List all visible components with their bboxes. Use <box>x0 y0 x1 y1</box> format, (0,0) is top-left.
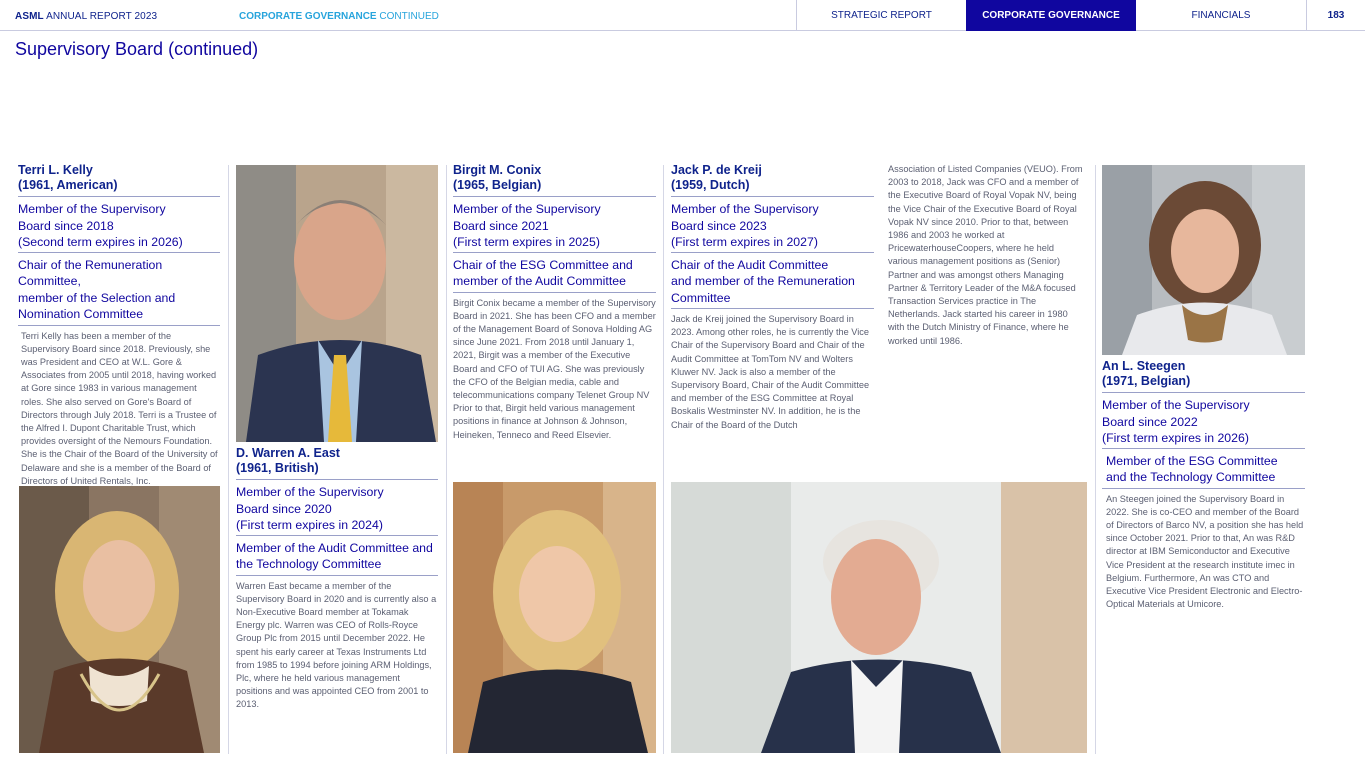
role-line: Chair of the Audit Committee <box>671 257 829 272</box>
member-roles <box>18 253 220 326</box>
member-biography-continued: Association of Listed Companies (VEUO). From 2003 to 2018, Jack was CFO and a member of the Executive Board of Royal Vopak NV, being the Vice Chair of the Executive Board of Royal Vopak NV since 2010. Prior to that, between 1986 and 2003 he worked at PricewaterhouseCoopers, where he held various management positions as (Senior) Partner and was amongst others Managing Partner & Territory Leader of the M&A focused Transaction Services practice in The Netherlands. Jack started his career in 1980 with the Dutch Ministry of Finance, where he worked until 1986. <box>888 164 1083 346</box>
report-title: ANNUAL REPORT 2023 <box>46 11 158 22</box>
term-line: Member of the Supervisory <box>1102 398 1250 412</box>
term-line: (First term expires in 2025) <box>453 235 600 249</box>
report-brand[interactable] <box>15 11 157 22</box>
term-line: Board since 2021 <box>453 218 549 233</box>
role-line: Nomination Committee <box>18 307 144 321</box>
member-term <box>236 480 438 536</box>
role-line: Member of the ESG Committee <box>1106 453 1278 468</box>
term-line: Board since 2023 <box>671 218 767 233</box>
role-line: and the Technology Committee <box>1106 470 1276 484</box>
profile-terri-kelly <box>18 163 220 488</box>
member-name-line: D. Warren A. East <box>236 446 340 460</box>
member-birth-nationality: (1961, British) <box>236 461 319 475</box>
column-divider <box>1095 165 1096 754</box>
role-line: the Technology Committee <box>236 557 382 571</box>
member-name <box>1102 359 1305 393</box>
term-line: Board since 2020 <box>236 501 332 516</box>
member-name <box>236 446 438 480</box>
tab-financials[interactable]: FINANCIALS <box>1191 10 1251 21</box>
member-name-line: Jack P. de Kreij <box>671 163 762 177</box>
role-line: Chair of the Remuneration Committee, <box>18 257 163 288</box>
term-line: Board since 2022 <box>1102 414 1198 429</box>
term-line: Board since 2018 <box>18 218 114 233</box>
term-line: (First term expires in 2024) <box>236 518 383 532</box>
page-number: 183 <box>1306 0 1365 31</box>
term-line: Member of the Supervisory <box>18 202 166 216</box>
term-line: (First term expires in 2027) <box>671 235 818 249</box>
member-biography: Birgit Conix became a member of the Supervisory Board in 2021. She has been CFO and a member of the Management Board of Sonova Holding AG since June 2021. From 2018 until January 1, 2021, Birgit was a member of the Executive Board and CFO of TUI AG. She was previously the CFO of the Belgian media, cable and telecommunications company Telenet Group NV Prior to that, Birgit held various management positions in finance at Johnson & Johnson, Heineken, Tenneco and Reed Elsevier. <box>453 297 656 440</box>
tab-strategic-report[interactable]: STRATEGIC REPORT <box>796 0 966 31</box>
tab-corporate-governance[interactable]: CORPORATE GOVERNANCE <box>966 0 1136 31</box>
member-name-line: Terri L. Kelly <box>18 163 93 177</box>
role-line: and member of the Remuneration <box>671 274 855 288</box>
term-line: Member of the Supervisory <box>236 485 384 499</box>
profile-jack-de-kreij <box>671 163 874 432</box>
member-birth-nationality: (1959, Dutch) <box>671 178 750 192</box>
role-line: Committee <box>671 290 731 305</box>
member-roles <box>236 536 438 576</box>
portrait-terri-kelly <box>19 486 220 753</box>
member-birth-nationality: (1961, American) <box>18 178 118 192</box>
term-line: Member of the Supervisory <box>671 202 819 216</box>
member-term <box>671 197 874 253</box>
member-roles <box>671 253 874 310</box>
profile-warren-east <box>236 446 438 712</box>
member-birth-nationality: (1965, Belgian) <box>453 178 542 192</box>
member-term <box>18 197 220 253</box>
column-divider <box>663 165 664 754</box>
member-term <box>1102 393 1305 449</box>
member-roles <box>453 253 656 293</box>
role-line: member of the Audit Committee <box>453 274 626 288</box>
profile-jack-de-kreij-continued <box>888 163 1086 348</box>
term-line: Member of the Supervisory <box>453 202 601 216</box>
member-birth-nationality: (1971, Belgian) <box>1102 374 1191 388</box>
portrait-warren-east <box>236 165 438 442</box>
member-name <box>453 163 656 197</box>
term-line: (Second term expires in 2026) <box>18 235 183 249</box>
section-continued: CONTINUED <box>379 11 439 22</box>
member-name <box>18 163 220 197</box>
member-biography: Terri Kelly has been a member of the Supervisory Board since 2018. Previously, she was President and CEO at W.L. Gore & Associates from 2005 until 2018, having worked at Gore since 1983 in various management roles. She also served on Gore's Board of Directors through July 2018. Terri is a Trustee of the Alfred I. Dupont Charitable Trust, which provides oversight of the Nemours Foundation. She is the Chair of the Board of the University of Delaware and she is a member of the Board of Directors of United Rentals, Inc. <box>21 330 218 486</box>
member-roles <box>1102 449 1305 489</box>
page-title: Supervisory Board (continued) <box>15 39 259 59</box>
profile-birgit-conix <box>453 163 656 442</box>
role-line: Chair of the ESG Committee and <box>453 257 633 272</box>
profile-an-steegen <box>1102 359 1305 611</box>
member-biography: Warren East became a member of the Supervisory Board in 2020 and is currently also a Non-Executive Board member at Tokamak Energy plc. Warren was CEO of Rolls-Royce Group Plc from 2015 until December 2022. He spent his early career at Texas Instruments Ltd from 1985 to 1994 before joining ARM Holdings, Plc, where he held various management positions and was appointed CEO from 2001 to 2013. <box>236 580 437 710</box>
member-biography: An Steegen joined the Supervisory Board in 2022. She is co-CEO and member of the Board of Directors of Barco NV, a position she has held since October 2021. Prior to that, An was R&D director at IBM Semiconductor and Executive Vice President at the research institute imec in Belgium. Furthermore, An was CTO and Executive Vice President Electronic and Electro-Optical Materials at Umicore. <box>1106 493 1304 610</box>
role-line: Member of the Audit Committee and <box>236 540 433 555</box>
portrait-an-steegen <box>1102 165 1305 355</box>
section-name: CORPORATE GOVERNANCE <box>239 11 377 22</box>
term-line: (First term expires in 2026) <box>1102 431 1249 445</box>
portrait-birgit-conix <box>453 482 656 753</box>
member-name <box>671 163 874 197</box>
column-divider <box>228 165 229 754</box>
member-term <box>453 197 656 253</box>
member-biography: Jack de Kreij joined the Supervisory Board in 2023. Among other roles, he is currently the Vice Chair of the Supervisory Board and Chair of the Audit Committee at TomTom NV and Wolters Kluwer NV. Jack is also a member of the Supervisory Board, Chair of the Audit Committee and member of the ESG Committee at Royal Boskalis Westminster NV. In addition, he is the Chair of the Board of the Dutch <box>671 314 870 430</box>
brand-name: ASML <box>15 11 44 22</box>
top-navigation-bar <box>0 0 1365 31</box>
column-divider <box>446 165 447 754</box>
member-name-line: An L. Steegen <box>1102 359 1186 373</box>
member-name-line: Birgit M. Conix <box>453 163 542 177</box>
portrait-jack-de-kreij <box>671 482 1087 753</box>
role-line: member of the Selection and <box>18 290 176 305</box>
section-breadcrumb <box>239 11 439 22</box>
